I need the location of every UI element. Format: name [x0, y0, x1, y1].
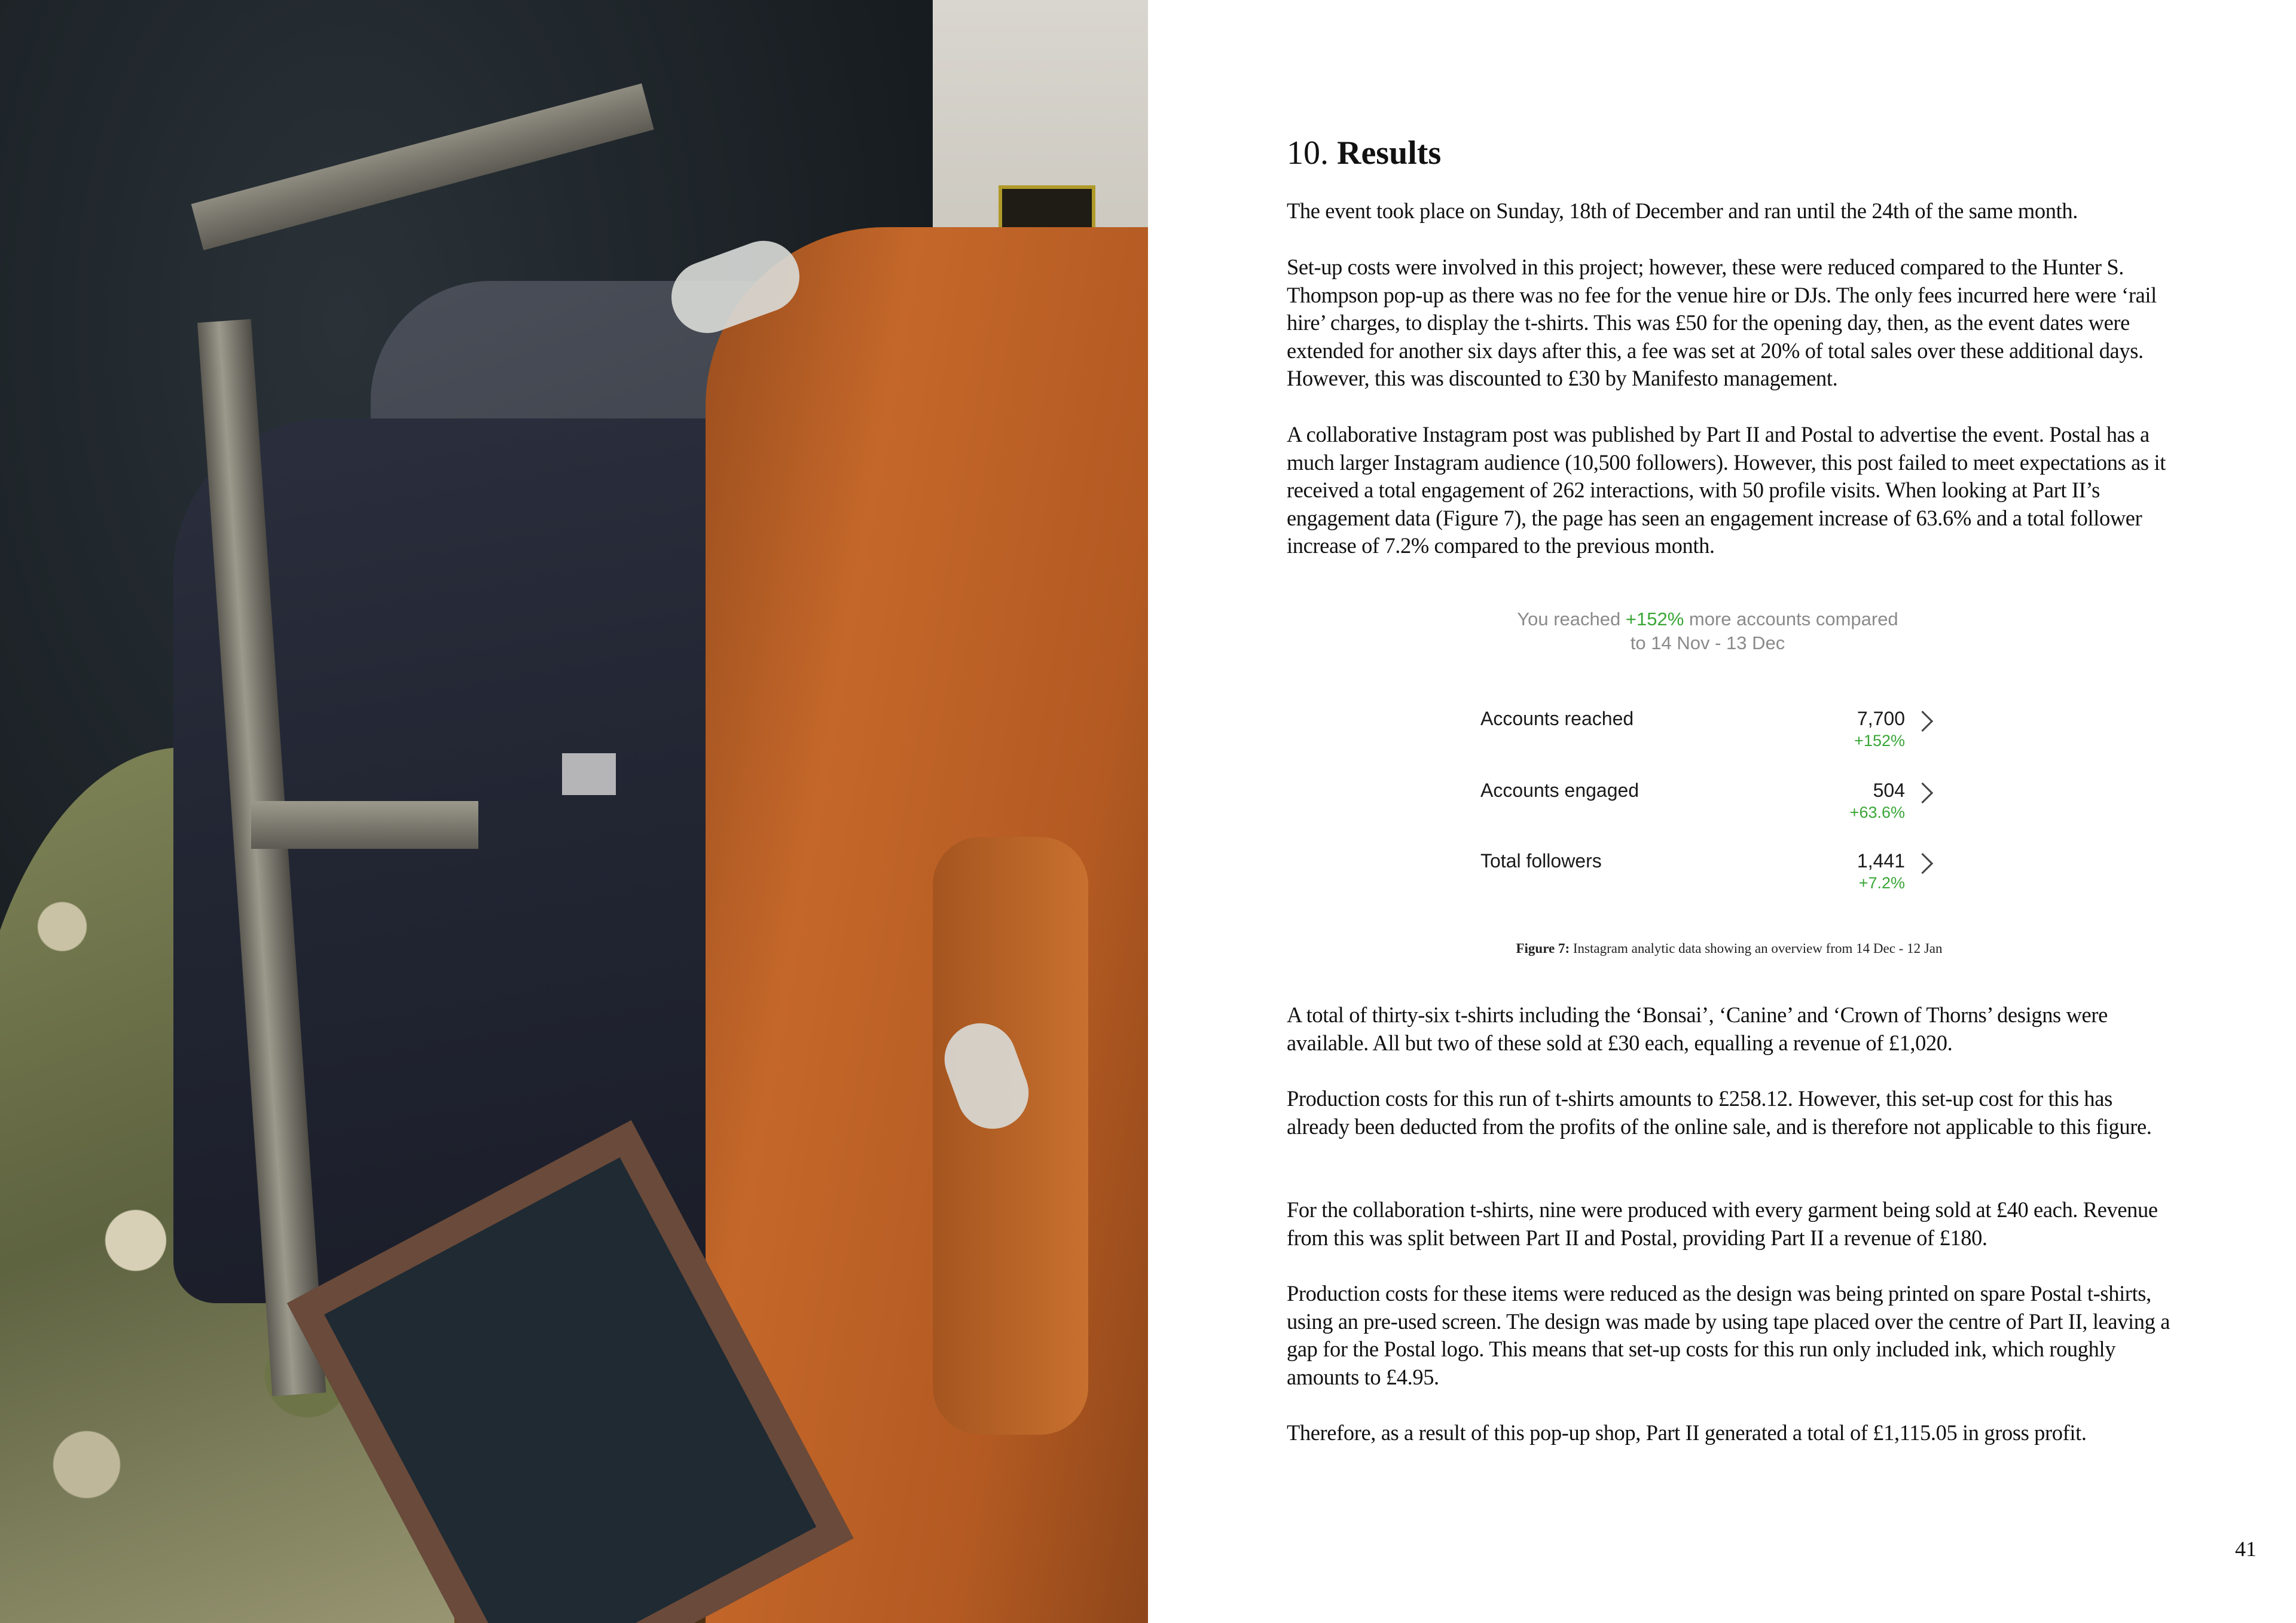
- summary-highlight: +152%: [1625, 609, 1684, 629]
- text-page: [1148, 0, 2296, 1623]
- insight-label: Accounts engaged: [1480, 780, 1639, 801]
- section-title: Results: [1337, 135, 1442, 172]
- chevron-right-icon[interactable]: [1912, 853, 1933, 874]
- chevron-right-icon[interactable]: [1912, 783, 1933, 803]
- figure-caption-text: Instagram analytic data showing an overview from 14 Dec - 12 Jan: [1570, 941, 1943, 956]
- paragraph: A total of thirty-six t-shirts including the ‘Bonsai’, ‘Canine’ and ‘Crown of Thorns’ designs were available. All but two of these sold at £30 each, equalling a revenue of £1,020.: [1287, 1002, 2108, 1055]
- insight-row-accounts-engaged[interactable]: [1480, 780, 1935, 833]
- photo-rack-foot: [251, 801, 478, 849]
- photo-rack-arm: [191, 83, 654, 250]
- chevron-right-icon[interactable]: [1912, 711, 1933, 732]
- paragraph: Therefore, as a result of this pop-up shop, Part II generated a total of £1,115.05 in gross profit.: [1287, 1420, 2087, 1445]
- insight-change: +152%: [1854, 732, 1905, 750]
- section-number: 10.: [1287, 135, 1329, 172]
- photo-person-arm: [933, 837, 1088, 1435]
- insight-label: Accounts reached: [1480, 708, 1634, 729]
- summary-date-range: to 14 Nov - 13 Dec: [1630, 632, 1785, 653]
- summary-prefix: You reached: [1517, 609, 1626, 629]
- insight-change: +63.6%: [1849, 803, 1905, 821]
- insight-row-accounts-reached[interactable]: [1480, 708, 1935, 762]
- insight-change: +7.2%: [1858, 874, 1905, 892]
- insight-row-total-followers[interactable]: [1480, 850, 1935, 904]
- paragraph: A collaborative Instagram post was published by Part II and Postal to advertise the event. Postal has a much larger Instagram audience (10,500 followers). However, this post failed to meet expectations as it received a total engagement of 262 interactions, with 50 profile visits. When looking at Part II’s engagement data (Figure 7), the page has seen an engagement increase of 63.6% and a total follower increase of 7.2% compared to the previous month.: [1287, 422, 2166, 558]
- insight-value: 7,700: [1857, 708, 1905, 729]
- page-number: 41: [2235, 1537, 2257, 1561]
- photo-jacket-logo: [562, 753, 616, 795]
- insight-label: Total followers: [1480, 850, 1602, 872]
- section-heading: [1287, 133, 1441, 173]
- paragraph: Production costs for this run of t-shirts amounts to £258.12. However, this set-up cost for this has already been deducted from the profits of the online sale, and is therefore not applicable to this figure.: [1287, 1086, 2152, 1139]
- paragraph: For the collaboration t-shirts, nine were produced with every garment being sold at £40 each. Revenue from this was split between Part II and Postal, providing Part II a revenue of £180.: [1287, 1197, 2158, 1250]
- summary-suffix: more accounts compared: [1684, 609, 1898, 629]
- figure-caption: [1287, 941, 2172, 956]
- paragraph: The event took place on Sunday, 18th of December and ran until the 24th of the same month.: [1287, 198, 2078, 223]
- paragraph: Set-up costs were involved in this project; however, these were reduced compared to the Hunter S. Thompson pop-up as there was no fee for the venue hire or DJs. The only fees incurred here were ‘rail hire’ charges, to display the t-shirts. This was £50 for the opening day, then, as the event dates were extended for another six days after this, a fee was set at 20% of total sales over these additional days. However, this was discounted to £30 by Manifesto management.: [1287, 255, 2157, 391]
- figure-caption-label: Figure 7:: [1516, 941, 1570, 956]
- paragraph: Production costs for these items were reduced as the design was being printed on spare Postal t-shirts, using an pre-used screen. The design was made by using tape placed over the centre of Part II, leaving a gap for the Postal logo. This means that set-up costs for this run only included ink, which roughly amounts to £4.95.: [1287, 1281, 2170, 1389]
- insight-value: 504: [1873, 780, 1905, 801]
- insights-summary: [1480, 607, 1935, 655]
- insight-value: 1,441: [1857, 850, 1905, 872]
